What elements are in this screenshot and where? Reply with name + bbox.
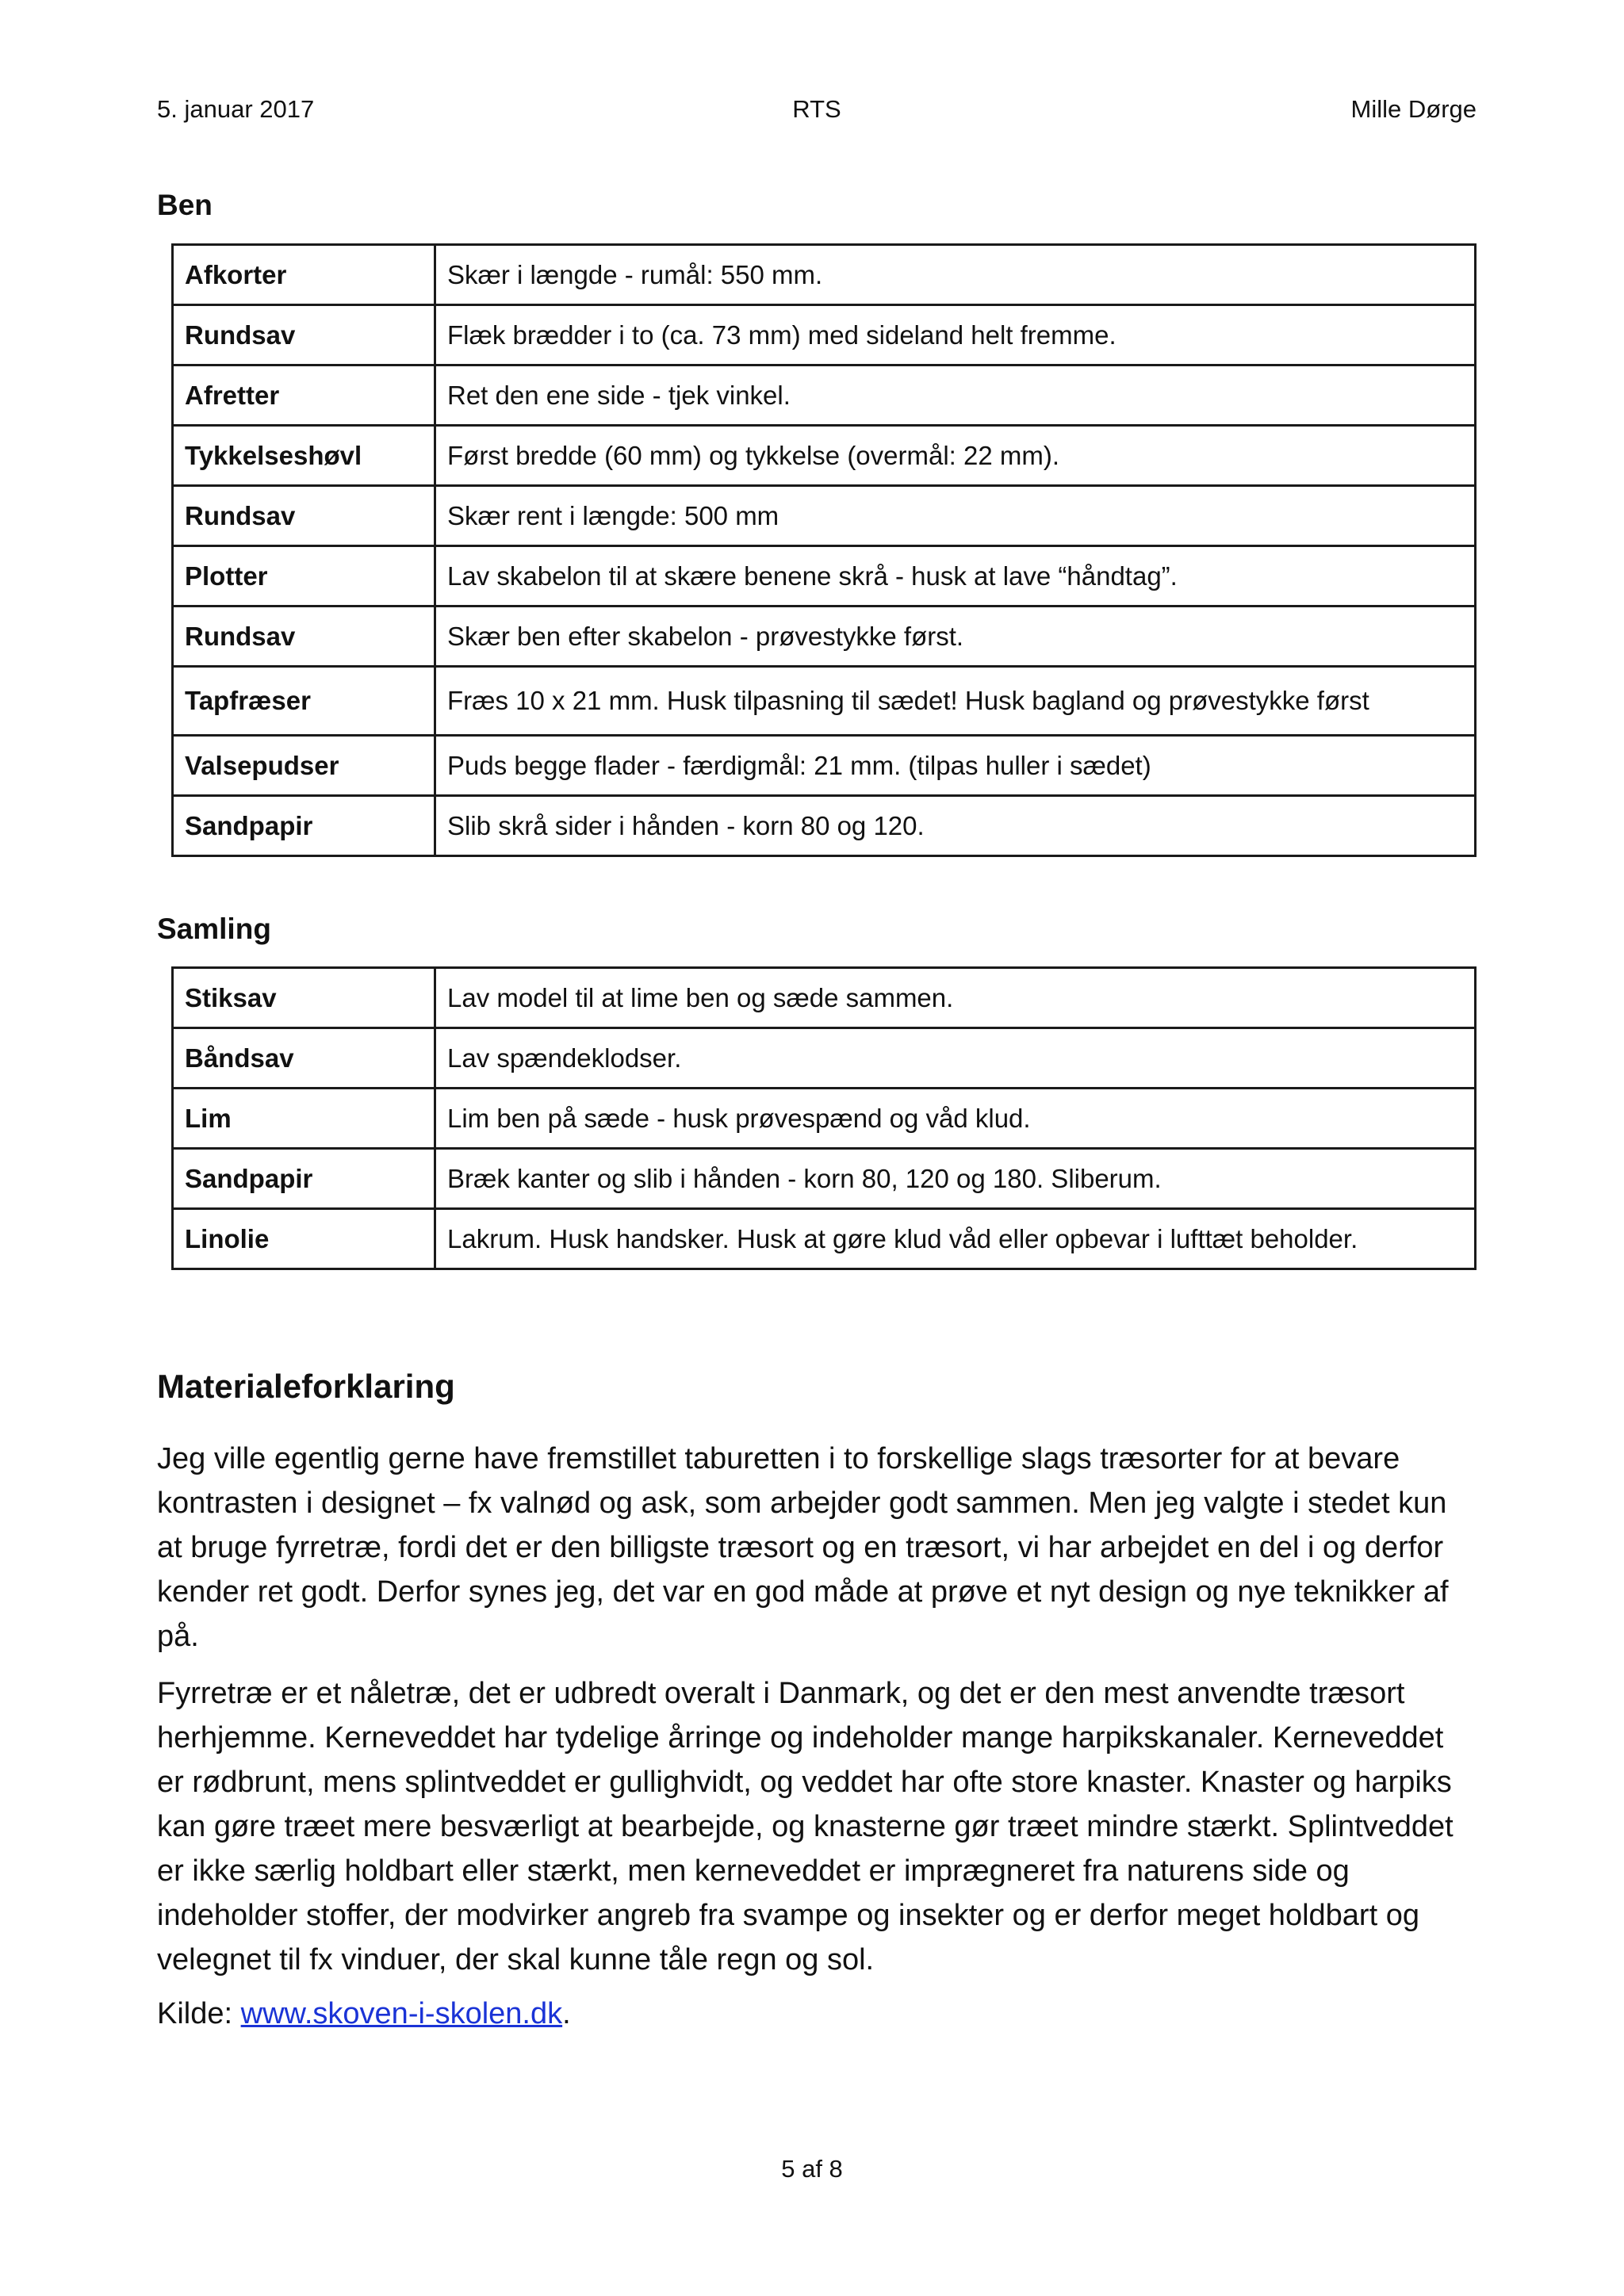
table-row: [173, 1209, 1476, 1269]
tool-cell: Afretter: [173, 365, 435, 426]
description-cell: Lav model til at lime ben og sæde sammen.: [435, 968, 1476, 1028]
description-cell: Skær i længde - rumål: 550 mm.: [435, 245, 1476, 305]
description-cell: Først bredde (60 mm) og tykkelse (overmål: 22 mm).: [435, 426, 1476, 486]
table-row: [173, 1028, 1476, 1089]
samling-steps-table: [171, 966, 1477, 1270]
section-title-samling: Samling: [157, 913, 271, 945]
header-title: RTS: [792, 95, 841, 123]
table-row: [173, 365, 1476, 426]
description-cell: Lav skabelon til at skære benene skrå - husk at lave “håndtag”.: [435, 546, 1476, 607]
table-row: [173, 486, 1476, 546]
table-row: [173, 736, 1476, 796]
table-row: [173, 245, 1476, 305]
tool-cell: Rundsav: [173, 305, 435, 365]
tool-cell: Sandpapir: [173, 796, 435, 856]
header-date: 5. januar 2017: [157, 95, 315, 123]
materials-title: Materialeforklaring: [157, 1368, 455, 1405]
materials-source: [157, 1992, 1478, 2036]
table-row: [173, 1089, 1476, 1149]
tool-cell: Valsepudser: [173, 736, 435, 796]
tool-cell: Båndsav: [173, 1028, 435, 1089]
tool-cell: Plotter: [173, 546, 435, 607]
tool-cell: Stiksav: [173, 968, 435, 1028]
description-cell: Fræs 10 x 21 mm. Husk tilpasning til sædet! Husk bagland og prøvestykke først: [435, 667, 1476, 736]
table-row: [173, 667, 1476, 736]
materials-paragraph-1: Jeg ville egentlig gerne have fremstillet taburetten i to forskellige slags træsorter for at bevare kontrasten i designet – fx valnød og ask, som arbejder godt sammen. Men jeg valgte i stedet kun at bruge fyrretræ, fordi det er den billigste træsort og en træsort, vi har arbejdet en del i og derfor kender ret godt. Derfor synes jeg, det var en god måde at prøve et nyt design og nye teknikker af på.: [157, 1442, 1449, 1653]
page-header: [157, 95, 1477, 130]
ben-steps-table: [171, 243, 1477, 857]
tool-cell: Lim: [173, 1089, 435, 1149]
table-row: [173, 1149, 1476, 1209]
tool-cell: Rundsav: [173, 607, 435, 667]
table-row: [173, 796, 1476, 856]
section-title-ben: Ben: [157, 189, 213, 221]
description-cell: Puds begge flader - færdigmål: 21 mm. (tilpas huller i sædet): [435, 736, 1476, 796]
header-author: Mille Dørge: [1350, 95, 1477, 123]
description-cell: Lakrum. Husk handsker. Husk at gøre klud våd eller opbevar i lufttæt beholder.: [435, 1209, 1476, 1269]
table-row: [173, 968, 1476, 1028]
description-cell: Flæk brædder i to (ca. 73 mm) med sideland helt fremme.: [435, 305, 1476, 365]
description-cell: Ret den ene side - tjek vinkel.: [435, 365, 1476, 426]
page-number: 5 af 8: [781, 2155, 843, 2183]
table-row: [173, 546, 1476, 607]
source-link[interactable]: www.skoven-i-skolen.dk: [240, 1997, 563, 2030]
table-row: [173, 426, 1476, 486]
tool-cell: Sandpapir: [173, 1149, 435, 1209]
tool-cell: Tapfræser: [173, 667, 435, 736]
description-cell: Skær ben efter skabelon - prøvestykke først.: [435, 607, 1476, 667]
description-cell: Skær rent i længde: 500 mm: [435, 486, 1476, 546]
materials-paragraph-2: Fyrretræ er et nåletræ, det er udbredt overalt i Danmark, og det er den mest anvendte træsort herhjemme. Kerneveddet har tydelige årringe og indeholder mange harpikskanaler. Kerneveddet er rødbrunt, mens splintveddet er gullighvidt, og veddet har ofte store knaster. Knaster og harpiks kan gøre træet mere besværligt at bearbejde, og knasterne gør træet mindre stærkt. Splintveddet er ikke særlig holdbart eller stærkt, men kerneveddet er imprægneret fra naturens side og indeholder stoffer, der modvirker angreb fra svampe og insekter og er derfor meget holdbart og velegnet til fx vinduer, der skal kunne tåle regn og sol.: [157, 1677, 1454, 1976]
tool-cell: Tykkelseshøvl: [173, 426, 435, 486]
table-row: [173, 305, 1476, 365]
description-cell: Lav spændeklodser.: [435, 1028, 1476, 1089]
table-row: [173, 607, 1476, 667]
tool-cell: Linolie: [173, 1209, 435, 1269]
source-end: .: [562, 1997, 571, 2030]
tool-cell: Afkorter: [173, 245, 435, 305]
tool-cell: Rundsav: [173, 486, 435, 546]
source-label: Kilde:: [157, 1997, 241, 2030]
description-cell: Slib skrå sider i hånden - korn 80 og 120.: [435, 796, 1476, 856]
description-cell: Lim ben på sæde - husk prøvespænd og våd klud.: [435, 1089, 1476, 1149]
description-cell: Bræk kanter og slib i hånden - korn 80, 120 og 180. Sliberum.: [435, 1149, 1476, 1209]
